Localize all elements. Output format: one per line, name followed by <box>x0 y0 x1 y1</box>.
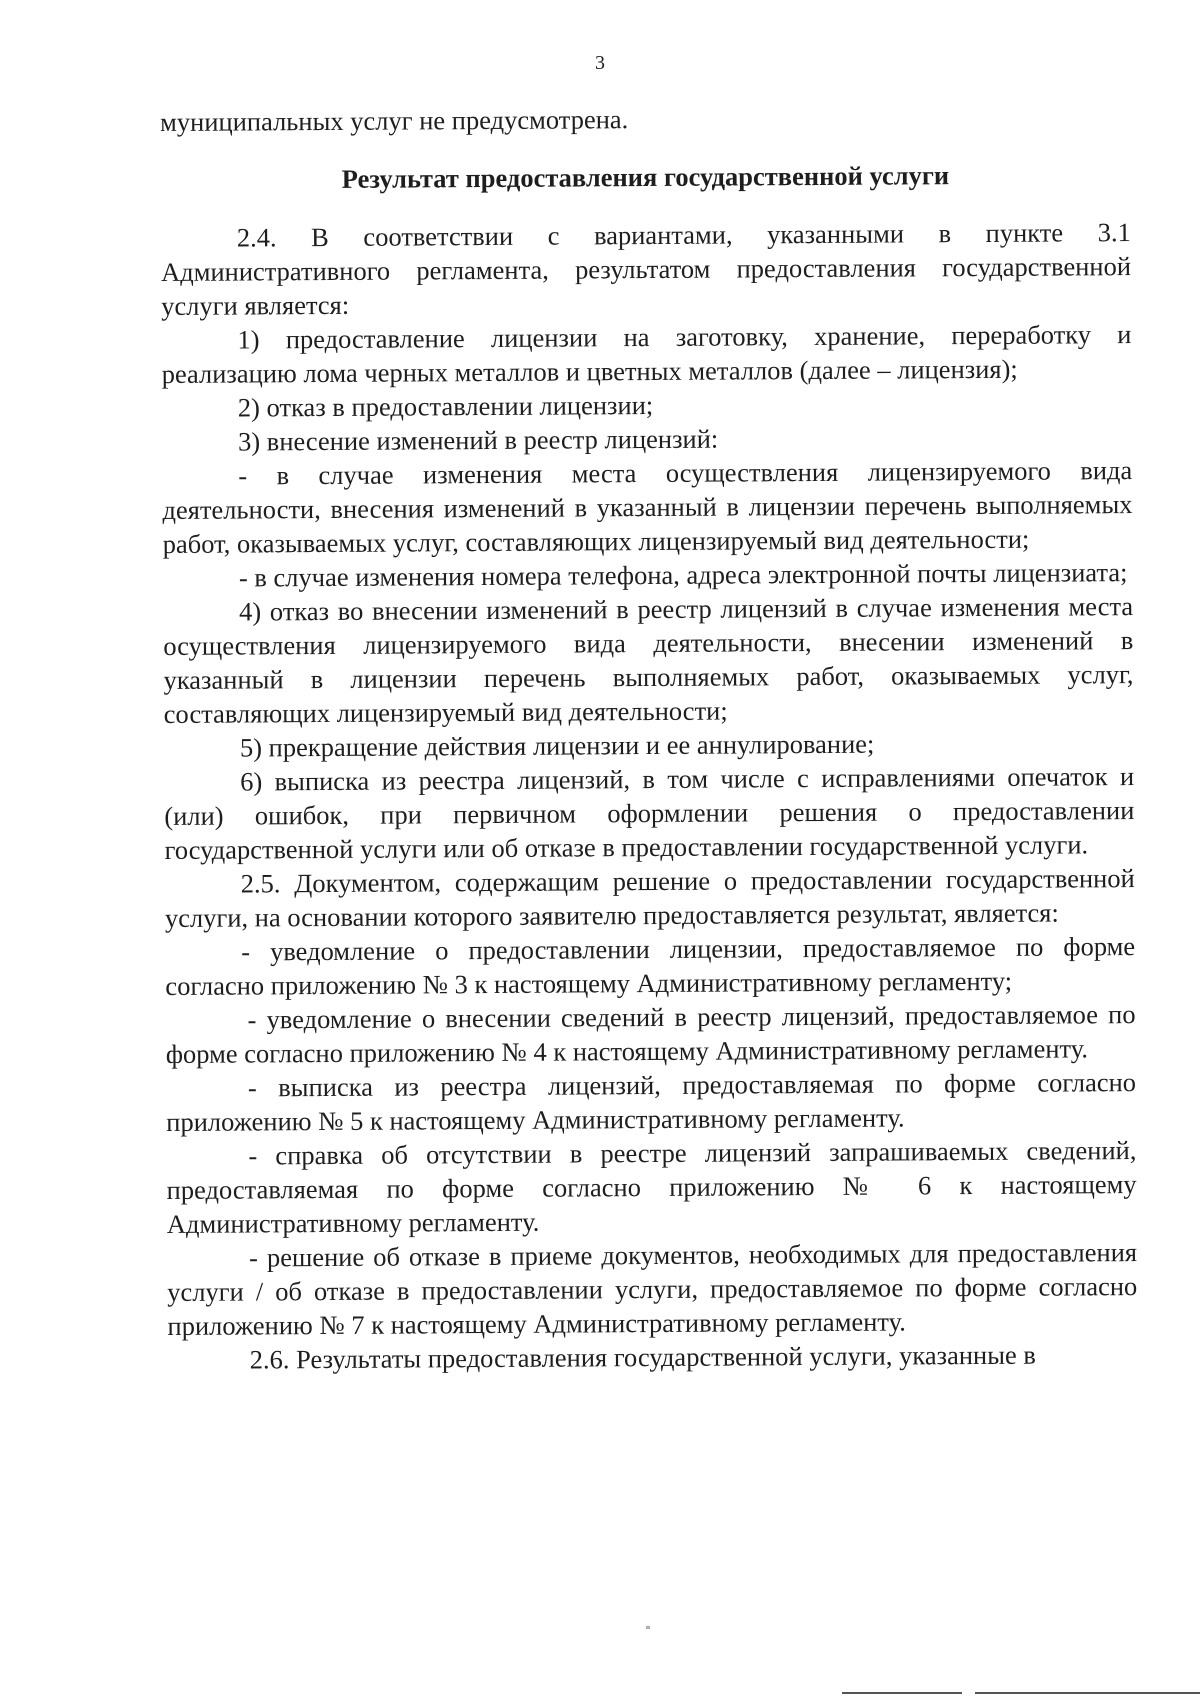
section-heading: Результат предоставления государственной услуги <box>341 160 950 194</box>
list-item-1: 1) предоставление лицензии на заготовку, хранение, переработку и реализацию лома черных металлов и цветных металлов (далее – лицензия); <box>161 319 1132 389</box>
page-number: 3 <box>595 52 605 74</box>
document-item-notice-license: - уведомление о предоставлении лицензии, предоставляемое по форме согласно приложению № 3 к настоящему Административному регламенту; <box>165 931 1136 1001</box>
list-item-6: 6) выписка из реестра лицензий, в том числе с исправлениями опечаток и (или) ошибок, при первичном оформлении решения о предоставлении государственной услуги или об отказе в предоставлении государственной услуги. <box>164 761 1135 865</box>
scan-edge-line <box>842 1692 962 1694</box>
list-item-5: 5) прекращение действия лицензии и ее аннулирование; <box>239 728 875 763</box>
paragraph-2-5: 2.5. Документом, содержащим решение о предоставлении государственной услуги, на основании которого заявителю предоставляется результат, является: <box>164 863 1135 933</box>
document-item-absence-certificate: - справка об отсутствии в реестре лицензий запрашиваемых сведений, предоставляемая по форме согласно приложению № 6 к настоящему Административному регламенту. <box>166 1135 1137 1239</box>
document-body <box>160 99 1138 1377</box>
list-item-2: 2) отказ в предоставлении лицензии; <box>237 389 654 423</box>
scan-edge-line <box>975 1692 1200 1694</box>
scan-speck <box>646 1626 650 1629</box>
list-subitem-3a: - в случае изменения места осуществления лицензируемого вида деятельности, внесения изменений в указанный в лицензии перечень выполняемых работ, оказываемых услуг, составляющих лицензируемый вид деятельности; <box>162 455 1133 559</box>
list-item-3: 3) внесение изменений в реестр лицензий: <box>237 423 719 457</box>
list-item-4: 4) отказ во внесении изменений в реестр лицензий в случае изменения места осуществления лицензируемого вида деятельности, внесении изменений в указанный в лицензии перечень выполняемых работ, оказываемых услуг, составляющих лицензируемый вид деятельности; <box>163 591 1134 729</box>
document-item-notice-registry: - уведомление о внесении сведений в реестр лицензий, предоставляемое по форме согласно приложению № 4 к настоящему Административному регламенту. <box>165 999 1136 1069</box>
list-subitem-3b: - в случае изменения номера телефона, адреса электронной почты лицензиата; <box>238 557 1128 593</box>
document-item-refusal-decision: - решение об отказе в приеме документов, необходимых для предоставления услуги / об отказе в предоставлении услуги, предоставляемое по форме согласно приложению № 7 к настоящему Административному регламенту. <box>167 1237 1138 1341</box>
continuation-text: муниципальных услуг не предусмотрена. <box>160 104 629 137</box>
document-item-registry-extract: - выписка из реестра лицензий, предоставляемая по форме согласно приложению № 5 к настоящему Административному регламенту. <box>166 1067 1137 1137</box>
paragraph-2-6: 2.6. Результаты предоставления государственной услуги, указанные в <box>249 1339 1036 1375</box>
paragraph-2-4: 2.4. В соответствии с вариантами, указанными в пункте 3.1 Административного регламента, результатом предоставления государственной услуги является: <box>160 217 1132 321</box>
